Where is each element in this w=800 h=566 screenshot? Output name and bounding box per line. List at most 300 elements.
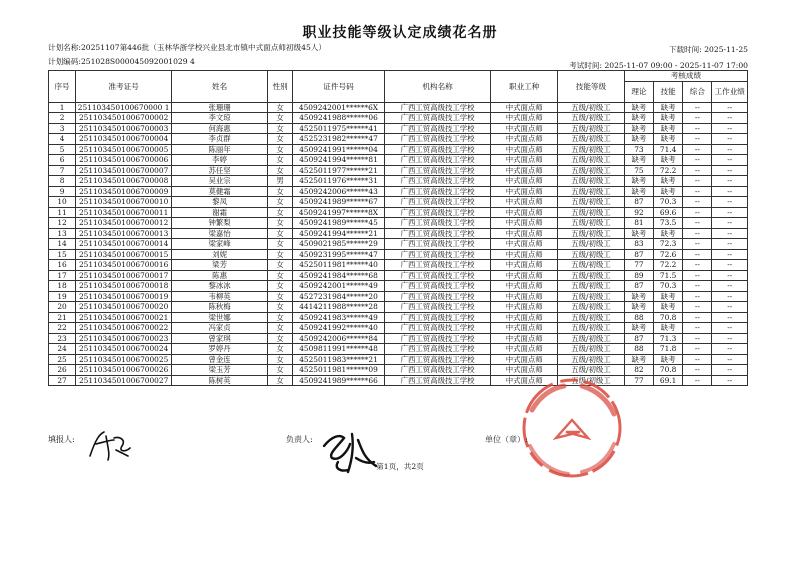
cell-id-no: 4509241983******49	[293, 312, 385, 323]
cell-gender: 女	[268, 218, 293, 229]
cell-id-no: 4509241992******40	[293, 323, 385, 334]
cell-name: 曾家琪	[172, 333, 268, 344]
plan-code: 251028S000045092001029 4	[80, 57, 195, 66]
table-row	[49, 270, 748, 281]
cell-skill: 73.5	[654, 218, 683, 229]
cell-id-no: 4527231984******20	[293, 291, 385, 302]
cell-work: --	[712, 333, 748, 344]
cell-gender: 女	[268, 134, 293, 145]
cell-name: 钟繁梨	[172, 218, 268, 229]
cell-name: 曾金连	[172, 354, 268, 365]
cell-org: 广西工贸高级技工学校	[384, 323, 490, 334]
table-row	[49, 365, 748, 376]
cell-gender: 女	[268, 333, 293, 344]
col-id-no: 证件号码	[293, 71, 385, 103]
page-number: 第1页，共2页	[376, 462, 424, 471]
cell-gender: 女	[268, 249, 293, 260]
cell-name: 陈惠	[172, 270, 268, 281]
table-row	[49, 354, 748, 365]
cell-gender: 女	[268, 207, 293, 218]
cell-overall: --	[683, 249, 712, 260]
cell-gender: 女	[268, 239, 293, 250]
cell-overall: --	[683, 123, 712, 134]
cell-occupation: 中式面点师	[491, 218, 558, 229]
cell-occupation: 中式面点师	[491, 365, 558, 376]
cell-id-no: 4509241989******66	[293, 375, 385, 386]
cell-gender: 女	[268, 102, 293, 113]
cell-occupation: 中式面点师	[491, 134, 558, 145]
cell-org: 广西工贸高级技工学校	[384, 165, 490, 176]
cell-skill: 71.5	[654, 270, 683, 281]
cell-id-no: 4525011981******09	[293, 365, 385, 376]
plan-name: 20251107第446批（玉林华浙学校兴业县北市镇中式面点师初级45人）	[80, 43, 326, 52]
cell-work: --	[712, 375, 748, 386]
page-title: 职业技能等级认定成绩花名册	[302, 25, 498, 41]
cell-id-no: 4509231995******47	[293, 249, 385, 260]
cell-id-no: 4509242001******6X	[293, 102, 385, 113]
cell-skill: 缺考	[654, 102, 683, 113]
cell-overall: --	[683, 333, 712, 344]
cell-work: --	[712, 134, 748, 145]
cell-seq: 4	[49, 134, 76, 145]
cell-name: 陈秋梅	[172, 302, 268, 313]
cell-theory: 92	[624, 207, 653, 218]
col-occupation: 职业工种	[491, 71, 558, 103]
cell-gender: 女	[268, 291, 293, 302]
col-overall: 综合	[683, 81, 712, 102]
cell-id-no: 4525011977******21	[293, 165, 385, 176]
cell-seq: 1	[49, 102, 76, 113]
cell-level: 五级/初级工	[558, 270, 625, 281]
table-row	[49, 281, 748, 292]
cell-skill: 70.8	[654, 365, 683, 376]
cell-theory: 75	[624, 165, 653, 176]
table-row	[49, 218, 748, 229]
cell-org: 广西工贸高级技工学校	[384, 102, 490, 113]
cell-occupation: 中式面点师	[491, 333, 558, 344]
cell-cert-no: 2511034501006700010	[76, 197, 172, 208]
table-row	[49, 260, 748, 271]
table-row	[49, 207, 748, 218]
cell-id-no: 4509242006******43	[293, 186, 385, 197]
responsible-label: 负责人:	[286, 435, 313, 444]
cell-seq: 8	[49, 176, 76, 187]
unit-label: 单位（章）:	[485, 435, 528, 444]
cell-level: 五级/初级工	[558, 134, 625, 145]
col-cert-no: 准考证号	[76, 71, 172, 103]
cell-cert-no: 2511034501006700009	[76, 186, 172, 197]
cell-level: 五级/初级工	[558, 239, 625, 250]
cell-cert-no: 2511034501006700020	[76, 302, 172, 313]
cell-level: 五级/初级工	[558, 123, 625, 134]
cell-skill: 缺考	[654, 134, 683, 145]
cell-overall: --	[683, 239, 712, 250]
cell-seq: 2	[49, 113, 76, 124]
cell-gender: 女	[268, 228, 293, 239]
cell-cert-no: 2511034501006700002	[76, 113, 172, 124]
cell-name: 梁世娜	[172, 312, 268, 323]
cell-id-no: 4509241994******81	[293, 155, 385, 166]
cell-name: 刘妮	[172, 249, 268, 260]
cell-theory: 缺考	[624, 176, 653, 187]
col-gender: 性别	[268, 71, 293, 103]
cell-name: 梁玉芳	[172, 365, 268, 376]
cell-name: 韦柳英	[172, 291, 268, 302]
cell-org: 广西工贸高级技工学校	[384, 291, 490, 302]
cell-id-no: 4509241984******68	[293, 270, 385, 281]
cell-name: 张珊珊	[172, 102, 268, 113]
cell-theory: 87	[624, 197, 653, 208]
table-row	[49, 134, 748, 145]
cell-org: 广西工贸高级技工学校	[384, 302, 490, 313]
cell-skill: 72.3	[654, 239, 683, 250]
cell-gender: 女	[268, 186, 293, 197]
cell-cert-no: 2511034501006700012	[76, 218, 172, 229]
col-name: 姓名	[172, 71, 268, 103]
cell-org: 广西工贸高级技工学校	[384, 344, 490, 355]
cell-gender: 女	[268, 312, 293, 323]
cell-theory: 缺考	[624, 155, 653, 166]
cell-occupation: 中式面点师	[491, 239, 558, 250]
plan-code-line	[48, 56, 195, 67]
cell-id-no: 4509242006******84	[293, 333, 385, 344]
cell-occupation: 中式面点师	[491, 155, 558, 166]
cell-work: --	[712, 354, 748, 365]
cell-theory: 缺考	[624, 354, 653, 365]
cell-theory: 缺考	[624, 186, 653, 197]
cell-skill: 69.1	[654, 375, 683, 386]
cell-level: 五级/初级工	[558, 186, 625, 197]
cell-skill: 71.4	[654, 144, 683, 155]
cell-id-no: 4509241989******67	[293, 197, 385, 208]
cell-level: 五级/初级工	[558, 260, 625, 271]
cell-theory: 87	[624, 281, 653, 292]
cell-theory: 缺考	[624, 113, 653, 124]
cell-cert-no: 2511034501006700004	[76, 134, 172, 145]
cell-occupation: 中式面点师	[491, 270, 558, 281]
cell-cert-no: 2511034501006700008	[76, 176, 172, 187]
cell-cert-no: 2511034501006700006	[76, 155, 172, 166]
cell-id-no: 4525011983******21	[293, 354, 385, 365]
cell-work: --	[712, 228, 748, 239]
table-row	[49, 155, 748, 166]
cell-overall: --	[683, 102, 712, 113]
cell-seq: 22	[49, 323, 76, 334]
cell-cert-no: 2511034501006700017	[76, 270, 172, 281]
cell-org: 广西工贸高级技工学校	[384, 155, 490, 166]
cell-name: 梁芳	[172, 260, 268, 271]
cell-level: 五级/初级工	[558, 197, 625, 208]
cell-overall: --	[683, 176, 712, 187]
cell-overall: --	[683, 344, 712, 355]
cell-gender: 女	[268, 323, 293, 334]
cell-occupation: 中式面点师	[491, 302, 558, 313]
cell-name: 苏任坚	[172, 165, 268, 176]
cell-occupation: 中式面点师	[491, 113, 558, 124]
cell-overall: --	[683, 228, 712, 239]
cell-gender: 女	[268, 260, 293, 271]
cell-overall: --	[683, 323, 712, 334]
cell-seq: 25	[49, 354, 76, 365]
table-row	[49, 375, 748, 386]
cell-seq: 19	[49, 291, 76, 302]
cell-name: 冯家贞	[172, 323, 268, 334]
cell-work: --	[712, 239, 748, 250]
cell-overall: --	[683, 291, 712, 302]
cell-seq: 7	[49, 165, 76, 176]
cell-work: --	[712, 113, 748, 124]
cell-occupation: 中式面点师	[491, 102, 558, 113]
cell-work: --	[712, 218, 748, 229]
cell-seq: 21	[49, 312, 76, 323]
cell-overall: --	[683, 113, 712, 124]
cell-id-no: 4525011975******41	[293, 123, 385, 134]
cell-theory: 77	[624, 260, 653, 271]
cell-seq: 24	[49, 344, 76, 355]
col-seq: 序号	[49, 71, 76, 103]
cell-theory: 缺考	[624, 134, 653, 145]
cell-occupation: 中式面点师	[491, 344, 558, 355]
cell-work: --	[712, 270, 748, 281]
cell-work: --	[712, 291, 748, 302]
table-row	[49, 302, 748, 313]
table-row	[49, 102, 748, 113]
cell-occupation: 中式面点师	[491, 186, 558, 197]
cell-overall: --	[683, 375, 712, 386]
cell-cert-no: 2511034501006700024	[76, 344, 172, 355]
cell-occupation: 中式面点师	[491, 354, 558, 365]
cell-level: 五级/初级工	[558, 165, 625, 176]
cell-theory: 87	[624, 333, 653, 344]
cell-overall: --	[683, 197, 712, 208]
cell-seq: 3	[49, 123, 76, 134]
cell-cert-no: 2511034501006700023	[76, 333, 172, 344]
table-header-row-1	[49, 71, 748, 82]
cell-work: --	[712, 176, 748, 187]
table-row	[49, 333, 748, 344]
cell-theory: 83	[624, 239, 653, 250]
cell-seq: 23	[49, 333, 76, 344]
col-theory: 理论	[624, 81, 653, 102]
cell-gender: 女	[268, 123, 293, 134]
cell-overall: --	[683, 281, 712, 292]
cell-theory: 缺考	[624, 291, 653, 302]
cell-org: 广西工贸高级技工学校	[384, 239, 490, 250]
cell-work: --	[712, 302, 748, 313]
cell-cert-no: 2511034501006700011	[76, 207, 172, 218]
cell-cert-no: 2511034501006700003	[76, 123, 172, 134]
cell-overall: --	[683, 312, 712, 323]
cell-theory: 81	[624, 218, 653, 229]
cell-org: 广西工贸高级技工学校	[384, 270, 490, 281]
cell-occupation: 中式面点师	[491, 197, 558, 208]
cell-seq: 10	[49, 197, 76, 208]
cell-cert-no: 2511034501006700027	[76, 375, 172, 386]
cell-gender: 女	[268, 155, 293, 166]
cell-org: 广西工贸高级技工学校	[384, 312, 490, 323]
cell-skill: 缺考	[654, 354, 683, 365]
cell-gender: 女	[268, 365, 293, 376]
cell-seq: 6	[49, 155, 76, 166]
cell-org: 广西工贸高级技工学校	[384, 197, 490, 208]
cell-occupation: 中式面点师	[491, 144, 558, 155]
table-row	[49, 113, 748, 124]
cell-org: 广西工贸高级技工学校	[384, 134, 490, 145]
cell-work: --	[712, 344, 748, 355]
cell-seq: 9	[49, 186, 76, 197]
cell-org: 广西工贸高级技工学校	[384, 354, 490, 365]
cell-skill: 71.8	[654, 344, 683, 355]
cell-seq: 14	[49, 239, 76, 250]
cell-seq: 20	[49, 302, 76, 313]
table-row	[49, 291, 748, 302]
cell-level: 五级/初级工	[558, 144, 625, 155]
cell-occupation: 中式面点师	[491, 260, 558, 271]
cell-occupation: 中式面点师	[491, 249, 558, 260]
cell-overall: --	[683, 354, 712, 365]
cell-skill: 缺考	[654, 113, 683, 124]
cell-org: 广西工贸高级技工学校	[384, 176, 490, 187]
cell-work: --	[712, 365, 748, 376]
cell-occupation: 中式面点师	[491, 123, 558, 134]
cell-skill: 72.2	[654, 165, 683, 176]
cell-level: 五级/初级工	[558, 249, 625, 260]
cell-occupation: 中式面点师	[491, 165, 558, 176]
cell-theory: 89	[624, 270, 653, 281]
cell-gender: 女	[268, 197, 293, 208]
table-body	[49, 102, 748, 386]
cell-gender: 女	[268, 270, 293, 281]
cell-occupation: 中式面点师	[491, 176, 558, 187]
cell-occupation: 中式面点师	[491, 281, 558, 292]
cell-theory: 88	[624, 312, 653, 323]
cell-name: 梁家峰	[172, 239, 268, 250]
table-row	[49, 123, 748, 134]
cell-skill: 缺考	[654, 186, 683, 197]
filler-signature	[86, 428, 134, 462]
cell-gender: 女	[268, 281, 293, 292]
table-row	[49, 239, 748, 250]
cell-org: 广西工贸高级技工学校	[384, 207, 490, 218]
cell-cert-no: 2511034501006700005	[76, 144, 172, 155]
cell-seq: 15	[49, 249, 76, 260]
cell-overall: --	[683, 207, 712, 218]
cell-work: --	[712, 155, 748, 166]
cell-org: 广西工贸高级技工学校	[384, 260, 490, 271]
cell-id-no: 4509241994******21	[293, 228, 385, 239]
cell-cert-no: 2511034501006700022	[76, 323, 172, 334]
cell-name: 梁嘉怡	[172, 228, 268, 239]
table-row	[49, 312, 748, 323]
cell-theory: 82	[624, 365, 653, 376]
cell-skill: 缺考	[654, 302, 683, 313]
cell-seq: 16	[49, 260, 76, 271]
filler-label: 填报人:	[48, 435, 75, 444]
cell-gender: 女	[268, 344, 293, 355]
cell-name: 陈丽年	[172, 144, 268, 155]
cell-gender: 女	[268, 144, 293, 155]
cell-org: 广西工贸高级技工学校	[384, 113, 490, 124]
cell-theory: 缺考	[624, 323, 653, 334]
cell-gender: 女	[268, 354, 293, 365]
cell-level: 五级/初级工	[558, 291, 625, 302]
cell-seq: 11	[49, 207, 76, 218]
cell-skill: 69.6	[654, 207, 683, 218]
cell-seq: 27	[49, 375, 76, 386]
table-row	[49, 228, 748, 239]
cell-seq: 26	[49, 365, 76, 376]
cell-gender: 女	[268, 302, 293, 313]
cell-occupation: 中式面点师	[491, 207, 558, 218]
cell-gender: 女	[268, 165, 293, 176]
cell-id-no: 4525011981******40	[293, 260, 385, 271]
cell-skill: 缺考	[654, 291, 683, 302]
cell-work: --	[712, 260, 748, 271]
cell-theory: 77	[624, 375, 653, 386]
cell-overall: --	[683, 365, 712, 376]
cell-level: 五级/初级工	[558, 302, 625, 313]
cell-theory: 缺考	[624, 123, 653, 134]
cell-id-no: 4525231982******47	[293, 134, 385, 145]
cell-org: 广西工贸高级技工学校	[384, 228, 490, 239]
cell-cert-no: 2511034501006700015	[76, 249, 172, 260]
cell-gender: 女	[268, 113, 293, 124]
plan-name-label: 计划名称:	[48, 43, 81, 52]
cell-cert-no: 2511034501006700018	[76, 281, 172, 292]
cell-gender: 男	[268, 176, 293, 187]
cell-level: 五级/初级工	[558, 176, 625, 187]
cell-occupation: 中式面点师	[491, 375, 558, 386]
cell-name: 何海惠	[172, 123, 268, 134]
cell-level: 五级/初级工	[558, 281, 625, 292]
cell-overall: --	[683, 144, 712, 155]
cell-overall: --	[683, 218, 712, 229]
cell-work: --	[712, 207, 748, 218]
score-table	[48, 70, 748, 386]
cell-theory: 缺考	[624, 102, 653, 113]
cell-org: 广西工贸高级技工学校	[384, 144, 490, 155]
cell-seq: 12	[49, 218, 76, 229]
cell-overall: --	[683, 134, 712, 145]
table-row	[49, 165, 748, 176]
cell-cert-no: 2511034501006700019	[76, 291, 172, 302]
cell-overall: --	[683, 270, 712, 281]
cell-seq: 18	[49, 281, 76, 292]
col-scores: 考核成绩	[624, 71, 747, 82]
cell-org: 广西工贸高级技工学校	[384, 123, 490, 134]
cell-level: 五级/初级工	[558, 323, 625, 334]
cell-level: 五级/初级工	[558, 365, 625, 376]
cell-level: 五级/初级工	[558, 375, 625, 386]
cell-theory: 73	[624, 144, 653, 155]
cell-seq: 13	[49, 228, 76, 239]
cell-level: 五级/初级工	[558, 113, 625, 124]
cell-name: 莫健霜	[172, 186, 268, 197]
cell-org: 广西工贸高级技工学校	[384, 375, 490, 386]
cell-work: --	[712, 323, 748, 334]
cell-work: --	[712, 102, 748, 113]
cell-cert-no: 2511034501006700025	[76, 354, 172, 365]
cell-skill: 72.6	[654, 249, 683, 260]
cell-name: 李贞群	[172, 134, 268, 145]
cell-work: --	[712, 144, 748, 155]
cell-work: --	[712, 281, 748, 292]
cell-cert-no: 2511034501006700007	[76, 165, 172, 176]
cell-skill: 缺考	[654, 228, 683, 239]
cell-occupation: 中式面点师	[491, 228, 558, 239]
cell-work: --	[712, 197, 748, 208]
cell-id-no: 4509242001******49	[293, 281, 385, 292]
